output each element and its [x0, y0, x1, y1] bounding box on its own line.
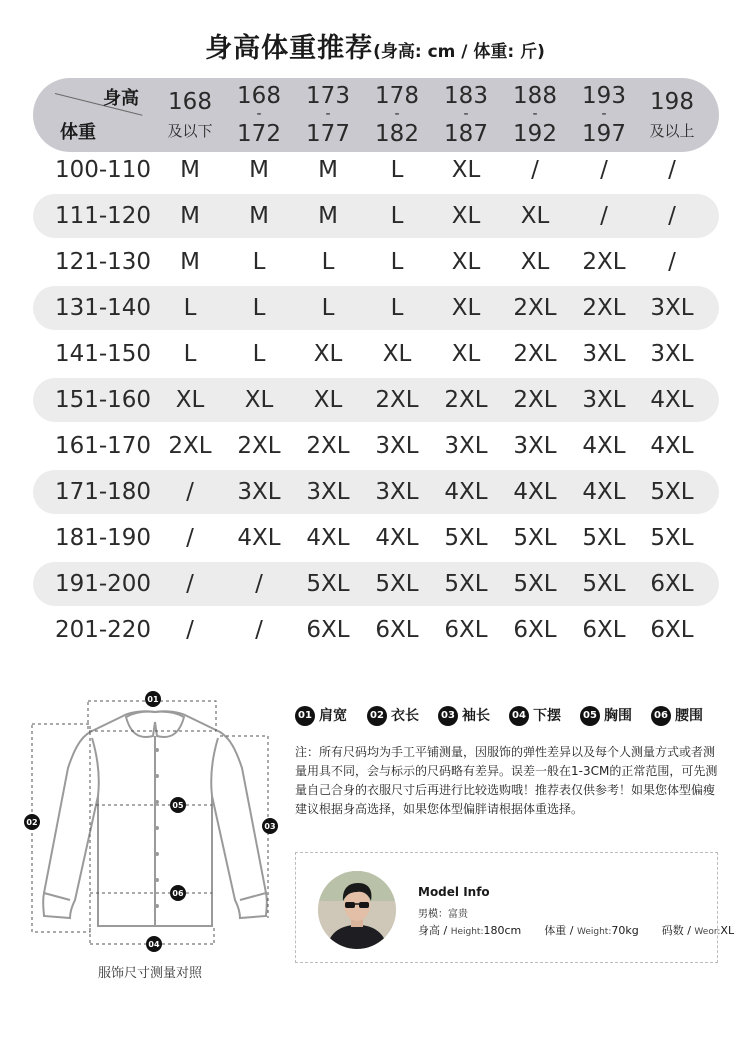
size-cell: M: [318, 203, 338, 229]
size-cell: M: [180, 157, 200, 183]
size-cell: L: [183, 295, 197, 321]
size-cell: 2XL: [513, 387, 557, 413]
size-cell: XL: [382, 341, 412, 367]
legend-badge: 06: [651, 706, 671, 726]
legend-badge: 02: [367, 706, 387, 726]
weight-en-label: Weight:: [576, 927, 612, 937]
height-range-bottom: 172: [237, 121, 281, 147]
size-cell: /: [186, 525, 194, 551]
size-cell: L: [390, 249, 404, 275]
size-cn-label: 码数 /: [661, 924, 691, 937]
size-cell: 2XL: [237, 433, 281, 459]
size-cell: /: [186, 617, 194, 643]
size-cell: 5XL: [375, 571, 419, 597]
legend-badge: 03: [438, 706, 458, 726]
size-cell: XL: [520, 203, 550, 229]
size-cell: XL: [520, 249, 550, 275]
height-range-dash: -: [601, 106, 607, 122]
legend-item-sleeve: [438, 705, 490, 729]
size-cell: 3XL: [375, 433, 419, 459]
size-cell: 5XL: [444, 571, 488, 597]
size-cell: 2XL: [306, 433, 350, 459]
legend-badge: 05: [580, 706, 600, 726]
legend-item-shoulder: [295, 705, 347, 729]
height-range-top: 168: [237, 83, 281, 109]
height-column-header: [431, 78, 501, 152]
model-name: 男模：富贵: [418, 909, 468, 920]
height-range-bottom: 197: [582, 121, 626, 147]
height-range-bottom: 及以上: [649, 122, 695, 140]
size-cell: XL: [451, 203, 481, 229]
height-range-top: 183: [444, 83, 488, 109]
size-cell: XL: [451, 295, 481, 321]
model-stats: [418, 922, 734, 938]
model-avatar: [318, 871, 396, 949]
legend-label: 肩宽: [319, 708, 347, 724]
height-range-dash: -: [256, 106, 262, 122]
size-cell: /: [668, 157, 676, 183]
size-cell: /: [186, 479, 194, 505]
weight-range-cell: 181-190: [54, 525, 152, 551]
weight-range-cell: 161-170: [54, 433, 152, 459]
height-range-top: 198: [650, 89, 694, 115]
height-range-dash: -: [463, 106, 469, 122]
weight-range-cell: 151-160: [54, 387, 152, 413]
height-header-label: 身高: [103, 88, 139, 109]
table-row: [33, 240, 719, 284]
legend-label: 袖长: [462, 708, 490, 724]
size-cell: M: [318, 157, 338, 183]
size-cell: 3XL: [237, 479, 281, 505]
page-title: [0, 26, 750, 65]
size-cell: 5XL: [306, 571, 350, 597]
size-cell: M: [249, 157, 269, 183]
height-range-bottom: 及以下: [167, 122, 213, 140]
model-info-title: Model Info: [418, 885, 490, 899]
size-cell: XL: [451, 249, 481, 275]
size-cell: /: [255, 571, 263, 597]
weight-header-label: 体重: [60, 122, 96, 143]
size-cell: 4XL: [582, 433, 626, 459]
size-cell: 3XL: [582, 387, 626, 413]
height-range-top: 173: [306, 83, 350, 109]
size-cell: 4XL: [444, 479, 488, 505]
height-range-bottom: 192: [513, 121, 557, 147]
size-cell: 5XL: [650, 525, 694, 551]
size-cell: /: [668, 249, 676, 275]
size-cell: XL: [313, 341, 343, 367]
size-cell: 3XL: [650, 295, 694, 321]
size-cell: 5XL: [582, 525, 626, 551]
legend-badge: 04: [509, 706, 529, 726]
weight-range-cell: 111-120: [54, 203, 152, 229]
shirt-diagram: [20, 688, 290, 958]
size-value: XL: [720, 924, 735, 937]
table-row: [33, 194, 719, 238]
size-cell: 2XL: [168, 433, 212, 459]
weight-range-cell: 171-180: [54, 479, 152, 505]
diagram-caption: 服饰尺寸测量对照: [97, 966, 202, 981]
weight-range-cell: 131-140: [54, 295, 152, 321]
title-main: 身高体重推荐: [205, 33, 374, 64]
table-row: [33, 148, 719, 192]
legend-label: 腰围: [675, 708, 703, 724]
height-range-top: 168: [168, 89, 212, 115]
height-range-top: 178: [375, 83, 419, 109]
height-column-header: [224, 78, 294, 152]
table-row: [33, 332, 719, 376]
height-column-header: [293, 78, 363, 152]
model-info-card: [295, 852, 735, 963]
shirt-outline: [20, 688, 290, 958]
size-cell: 4XL: [513, 479, 557, 505]
height-column-header: [155, 78, 225, 152]
height-en-label: Height:: [450, 927, 484, 937]
size-cell: XL: [451, 341, 481, 367]
size-cell: /: [531, 157, 539, 183]
size-cell: L: [390, 203, 404, 229]
size-cell: L: [321, 295, 335, 321]
size-cell: 6XL: [444, 617, 488, 643]
size-cell: L: [390, 295, 404, 321]
table-row: [33, 562, 719, 606]
size-cell: 2XL: [582, 295, 626, 321]
height-range-bottom: 182: [375, 121, 419, 147]
legend-badge: 01: [295, 706, 315, 726]
weight-range-cell: 121-130: [54, 249, 152, 275]
size-cell: M: [249, 203, 269, 229]
badge-02: 02: [26, 818, 38, 827]
size-cell: 4XL: [375, 525, 419, 551]
height-column-header: [637, 78, 707, 152]
badge-04: 04: [148, 940, 160, 949]
legend-label: 下摆: [533, 708, 561, 724]
size-cell: 3XL: [650, 341, 694, 367]
size-cell: 2XL: [582, 249, 626, 275]
table-row: [33, 286, 719, 330]
size-cell: /: [186, 571, 194, 597]
size-cell: /: [255, 617, 263, 643]
size-cell: 6XL: [650, 617, 694, 643]
size-cell: 5XL: [513, 571, 557, 597]
size-cell: 4XL: [237, 525, 281, 551]
size-cell: XL: [451, 157, 481, 183]
size-cell: /: [600, 157, 608, 183]
size-cell: 3XL: [582, 341, 626, 367]
size-cell: 6XL: [375, 617, 419, 643]
size-cell: L: [390, 157, 404, 183]
size-cell: M: [180, 249, 200, 275]
table-row: [33, 470, 719, 514]
height-range-bottom: 187: [444, 121, 488, 147]
table-row: [33, 424, 719, 468]
size-cell: 6XL: [582, 617, 626, 643]
size-cell: L: [252, 341, 266, 367]
height-column-header: [362, 78, 432, 152]
height-range-top: 188: [513, 83, 557, 109]
legend-label: 胸围: [604, 708, 632, 724]
size-cell: 3XL: [444, 433, 488, 459]
legend-item-length: [367, 705, 419, 729]
size-cell: 4XL: [306, 525, 350, 551]
legend-item-waist: [651, 705, 703, 729]
badge-03: 03: [264, 822, 276, 831]
weight-value: 70kg: [611, 924, 639, 937]
size-cell: 6XL: [306, 617, 350, 643]
size-cell: M: [180, 203, 200, 229]
size-cell: 3XL: [306, 479, 350, 505]
size-cell: 3XL: [513, 433, 557, 459]
size-cell: 5XL: [513, 525, 557, 551]
weight-range-cell: 191-200: [54, 571, 152, 597]
size-cell: L: [252, 295, 266, 321]
height-range-dash: -: [325, 106, 331, 122]
size-cell: L: [183, 341, 197, 367]
size-cell: 2XL: [444, 387, 488, 413]
table-row: [33, 608, 719, 652]
size-cell: /: [600, 203, 608, 229]
weight-range-cell: 201-220: [54, 617, 152, 643]
size-cell: XL: [244, 387, 274, 413]
badge-05: 05: [172, 801, 184, 810]
size-cell: 5XL: [582, 571, 626, 597]
legend-label: 衣长: [391, 708, 419, 724]
height-value: 180cm: [483, 924, 522, 937]
size-cell: 2XL: [513, 295, 557, 321]
height-column-header: [500, 78, 570, 152]
badge-01: 01: [147, 695, 159, 704]
measurement-legend: [295, 705, 735, 729]
height-range-bottom: 177: [306, 121, 350, 147]
weight-range-cell: 141-150: [54, 341, 152, 367]
legend-item-hem: [509, 705, 561, 729]
size-cell: 4XL: [650, 433, 694, 459]
table-row: [33, 516, 719, 560]
height-cn-label: 身高 /: [418, 924, 448, 937]
size-cell: L: [321, 249, 335, 275]
size-cell: 4XL: [582, 479, 626, 505]
size-cell: 5XL: [444, 525, 488, 551]
table-row: [33, 378, 719, 422]
size-cell: 2XL: [513, 341, 557, 367]
size-note: 注：所有尺码均为手工平铺测量，因服饰的弹性差异以及每个人测量方式或者测量用具不同，会与标示的尺码略有差异。误差一般在1-3CM的正常范围，可先测量自己合身的衣服尺寸后再进行比较选购哦！推荐表仅供参考！如果您体型偏瘦建议根据身高选择，如果您体型偏胖请根据体重选择。: [295, 745, 718, 816]
size-cell: 6XL: [650, 571, 694, 597]
size-cell: XL: [313, 387, 343, 413]
size-cell: 2XL: [375, 387, 419, 413]
badge-06: 06: [172, 889, 184, 898]
weight-range-cell: 100-110: [54, 157, 152, 183]
legend-item-chest: [580, 705, 632, 729]
size-cell: 6XL: [513, 617, 557, 643]
size-cell: /: [668, 203, 676, 229]
size-cell: L: [252, 249, 266, 275]
size-en-label: Weor:: [694, 927, 721, 937]
height-column-header: [569, 78, 639, 152]
height-range-dash: -: [532, 106, 538, 122]
size-cell: 3XL: [375, 479, 419, 505]
size-cell: 4XL: [650, 387, 694, 413]
weight-cn-label: 体重 /: [544, 924, 574, 937]
size-cell: 5XL: [650, 479, 694, 505]
height-range-top: 193: [582, 83, 626, 109]
title-units: (身高: cm / 体重: 斤): [373, 42, 545, 62]
size-cell: XL: [175, 387, 205, 413]
height-range-dash: -: [394, 106, 400, 122]
